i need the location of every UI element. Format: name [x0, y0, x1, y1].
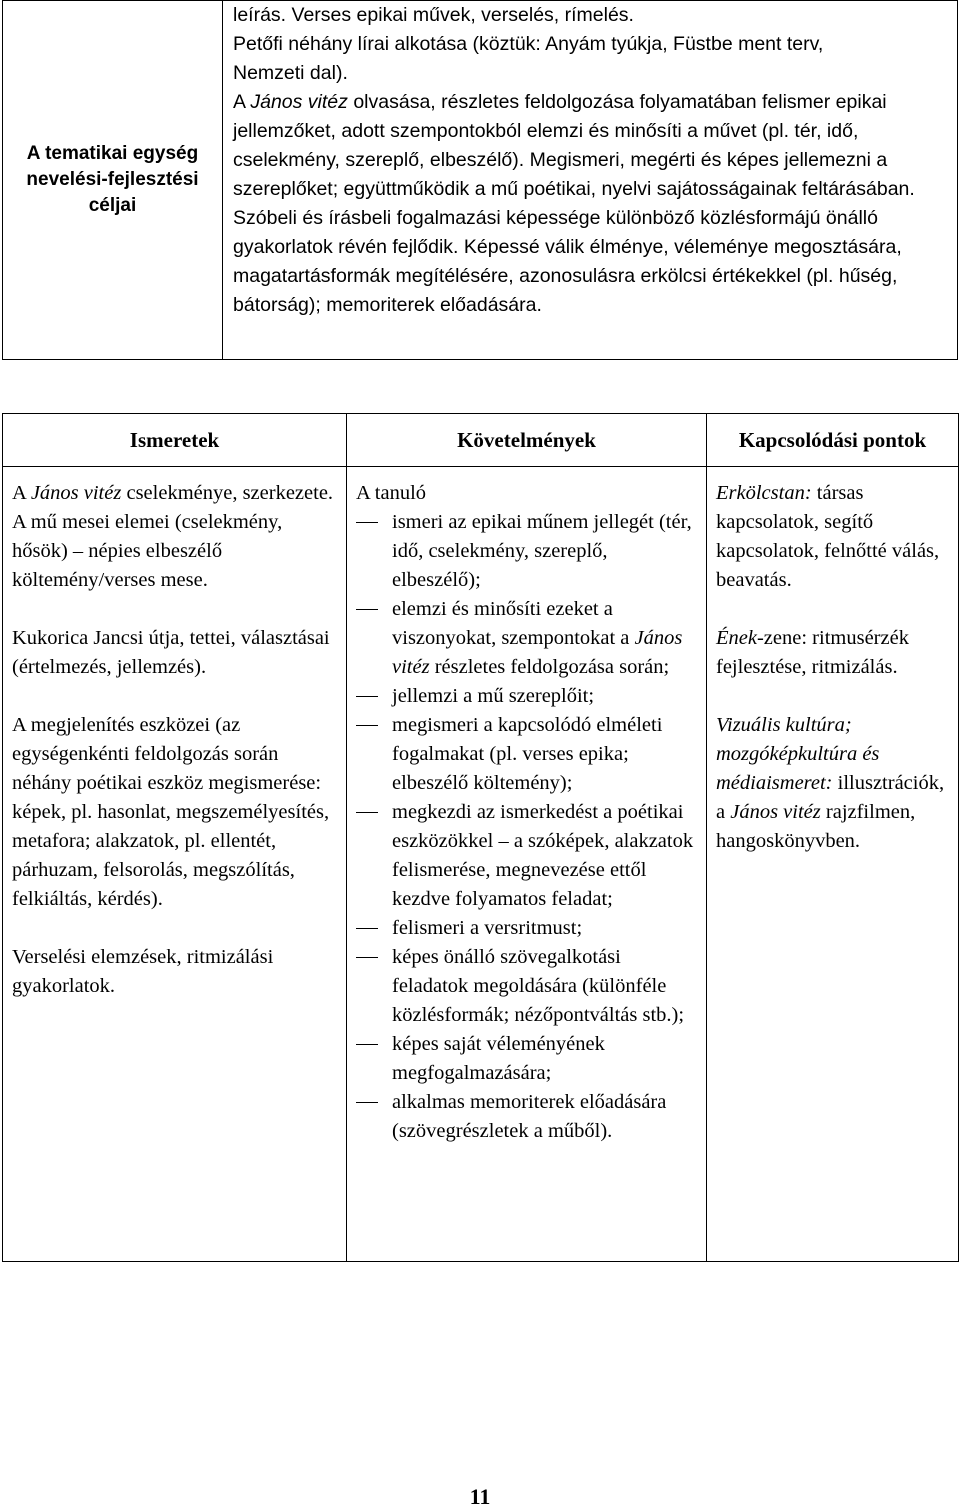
page-number: 11 [469, 1484, 491, 1509]
kovetelmenyek-list [356, 508, 698, 1146]
ismeretek-cell [3, 467, 347, 1262]
list-item: képes önálló szövegalkotási feladatok megoldására (különféle közlésformák; nézőpontváltás stb.); [356, 943, 698, 1030]
list-item: megismeri a kapcsolódó elméleti fogalmakat (pl. verses epika; elbeszélő költemény); [356, 711, 698, 798]
ismeretek-p5: Verselési elemzések, ritmizálási gyakorlatok. [12, 946, 274, 997]
header-ismeretek: Ismeretek [3, 414, 347, 467]
ismeretek-p4: A megjelenítés eszközei (az egységenkénti feldolgozás során néhány poétikai eszköz megismerése: képek, pl. hasonlat, megszemélyesítés, metafora; alakzatok, pl. ellentét, párhuzam, felsorolás, megszólítás, felkiáltás, kérdés). [12, 714, 330, 910]
list-item: megkezdi az ismerkedést a poétikai eszközökkel – a szóképek, alakzatok felismerése, megnevezése ettől kezdve folyamatos feladat; [356, 798, 698, 914]
goals-paragraph: A János vitéz olvasása, részletes feldolgozása folyamatában felismer epikai jellemzőket, adott szempontokból elemzi és minősíti a művet (pl. tér, idő, cselekmény, szereplő, elbeszélő). Megismeri, megérti és képes jellemezni a szereplőket; együttműködik a mű poétikai, nyelvi sajátosságainak feltárásában. Szóbeli és írásbeli fogalmazási képessége különböző közlésformájú önálló gyakorlatok révén fejlődik. Képessé válik élménye, véleménye megosztására, magatartásformák megítélésére, azonosulásra erkölcsi értékekkel (pl. hűség, bátorság); memoriterek előadására. [233, 91, 915, 316]
ismeretek-p1: A János vitéz cselekménye, szerkezete. [12, 482, 334, 504]
kapcsolodasi-erkolcstan: Erkölcstan: társas kapcsolatok, segítő kapcsolatok, felnőtté válás, beavatás. [716, 482, 940, 591]
header-kovetelmenyek: Követelmények [347, 414, 707, 467]
kapcsolodasi-enek: Ének-zene: ritmusérzék fejlesztése, ritmizálás. [716, 627, 909, 678]
header-kapcsolodasi: Kapcsolódási pontok [707, 414, 959, 467]
list-item: felismeri a versritmust; [356, 914, 698, 943]
main-table [2, 413, 959, 1262]
ismeretek-p3: Kukorica Jancsi útja, tettei, választásai (értelmezés, jellemzés). [12, 627, 330, 678]
goals-text [223, 1, 958, 360]
kapcsolodasi-cell [707, 467, 959, 1262]
goals-table [2, 0, 958, 360]
goals-line-3: Nemzeti dal). [233, 62, 348, 84]
ismeretek-p2: A mű mesei elemei (cselekmény, hősök) – népies elbeszélő költemény/verses mese. [12, 511, 283, 591]
list-item: elemzi és minősíti ezeket a viszonyokat, szempontokat a János vitéz részletes feldolgozása során; [356, 595, 698, 682]
goals-label: A tematikai egység nevelési-fejlesztési céljai [3, 1, 223, 360]
goals-line-2: Petőfi néhány lírai alkotása (köztük: Anyám tyúkja, Füstbe ment terv, [233, 33, 824, 55]
list-item: képes saját véleményének megfogalmazására; [356, 1030, 698, 1088]
kovetelmenyek-cell [347, 467, 707, 1262]
goals-line-1: leírás. Verses epikai művek, verselés, rímelés. [233, 4, 634, 26]
list-item: jellemzi a mű szereplőit; [356, 682, 698, 711]
kovetelmenyek-intro: A tanuló [356, 482, 427, 504]
list-item: ismeri az epikai műnem jellegét (tér, idő, cselekmény, szereplő, elbeszélő); [356, 508, 698, 595]
kapcsolodasi-vizualis: Vizuális kultúra; mozgóképkultúra és médiaismeret: illusztrációk, a János vitéz rajzfilmen, hangoskönyvben. [716, 714, 945, 852]
list-item: alkalmas memoriterek előadására (szövegrészletek a műből). [356, 1088, 698, 1146]
